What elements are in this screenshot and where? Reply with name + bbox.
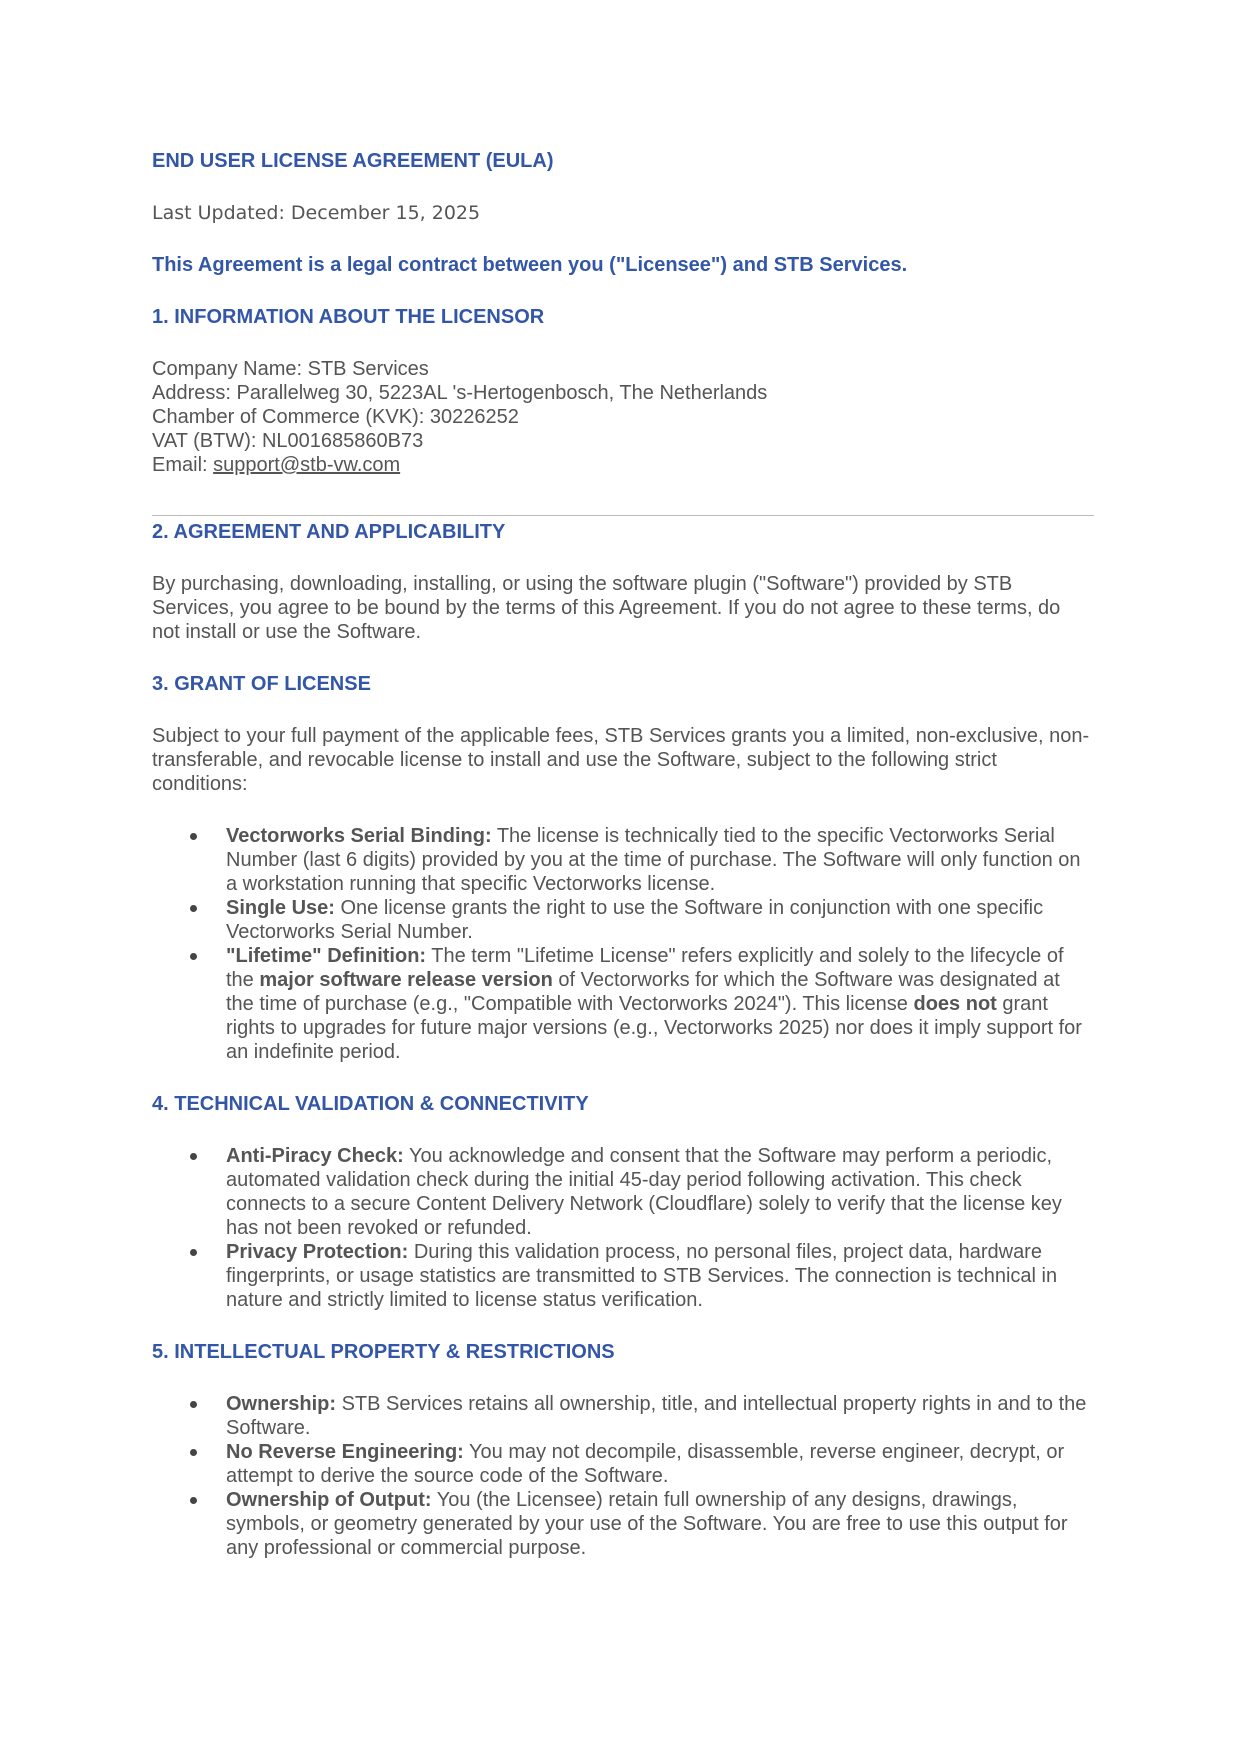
list-item xyxy=(152,1144,1092,1240)
company-name: Company Name: STB Services xyxy=(152,358,429,380)
item-label: Vectorworks Serial Binding: xyxy=(226,825,492,847)
last-updated-date: Last Updated: December 15, 2025 xyxy=(152,202,481,224)
ip-restrictions-list xyxy=(152,1392,1092,1560)
item-text: You (the Licensee) retain full ownership of any designs, drawings, symbols, or geometry generated by your use of the Software. You are free to use this output for any professional or commercial purpose. xyxy=(226,1489,1068,1559)
bullet-icon xyxy=(190,905,197,912)
item-label: Ownership: xyxy=(226,1393,337,1415)
item-text: grant rights to upgrades for future major versions (e.g., Vectorworks 2025) nor does it imply support for an indefinite period. xyxy=(226,993,1082,1063)
section-divider xyxy=(152,515,1094,516)
list-item xyxy=(152,1488,1092,1560)
document-page xyxy=(152,149,1092,1560)
licensor-info xyxy=(152,357,1092,477)
section-5-heading: 5. INTELLECTUAL PROPERTY & RESTRICTIONS xyxy=(152,1341,615,1363)
bullet-icon xyxy=(190,833,197,840)
company-address: Address: Parallelweg 30, 5223AL 's-Hertogenbosch, The Netherlands xyxy=(152,382,768,404)
item-label: No Reverse Engineering: xyxy=(226,1441,464,1463)
email-label: Email: xyxy=(152,454,214,476)
list-item xyxy=(152,1440,1092,1488)
item-text: The license is technically tied to the specific Vectorworks Serial Number (last 6 digits) provided by you at the time of purchase. The Software will only function on a workstation running that specific Vectorworks license. xyxy=(226,825,1081,895)
item-label: Privacy Protection: xyxy=(226,1241,409,1263)
item-text: of Vectorworks for which the Software was designated at the time of purchase (e.g., "Compatible with Vectorworks 2024"). This license xyxy=(226,969,1060,1015)
item-label: Anti-Piracy Check: xyxy=(226,1145,404,1167)
item-text: You may not decompile, disassemble, reverse engineer, decrypt, or attempt to derive the source code of the Software. xyxy=(226,1441,1065,1487)
section-3-heading: 3. GRANT OF LICENSE xyxy=(152,673,371,695)
document-title: END USER LICENSE AGREEMENT (EULA) xyxy=(152,150,554,172)
bullet-icon xyxy=(190,1401,197,1408)
item-text: You acknowledge and consent that the Software may perform a periodic, automated validation check during the initial 45-day period following activation. This check connects to a secure Content Delivery Network (Cloudflare) solely to verify that the license key has not been revoked or refunded. xyxy=(226,1145,1062,1239)
item-emphasis: major software release version xyxy=(259,969,553,991)
item-label: Ownership of Output: xyxy=(226,1489,432,1511)
email-line xyxy=(152,453,1092,477)
item-text: The term "Lifetime License" refers explicitly and solely to the lifecycle of the xyxy=(226,945,1064,991)
bullet-icon xyxy=(190,1153,197,1160)
item-text: During this validation process, no personal files, project data, hardware fingerprints, or usage statistics are transmitted to STB Services. The connection is technical in nature and strictly limited to license status verification. xyxy=(226,1241,1058,1311)
list-item xyxy=(152,944,1092,1064)
section-2-text: By purchasing, downloading, installing, or using the software plugin ("Software") provided by STB Services, you agree to be bound by the terms of this Agreement. If you do not agree to these terms, do not install or use the Software. xyxy=(152,573,1061,643)
bullet-icon xyxy=(190,1497,197,1504)
section-3-text: Subject to your full payment of the applicable fees, STB Services grants you a limited, non-exclusive, non-transferable, and revocable license to install and use the Software, subject to the following strict conditions: xyxy=(152,725,1090,795)
bullet-icon xyxy=(190,953,197,960)
vat-number: VAT (BTW): NL001685860B73 xyxy=(152,430,424,452)
item-text: STB Services retains all ownership, title, and intellectual property rights in and to the Software. xyxy=(226,1393,1087,1439)
list-item xyxy=(152,1240,1092,1312)
list-item xyxy=(152,1392,1092,1440)
item-text: One license grants the right to use the Software in conjunction with one specific Vectorworks Serial Number. xyxy=(226,897,1044,943)
section-1-heading: 1. INFORMATION ABOUT THE LICENSOR xyxy=(152,306,545,328)
license-conditions-list xyxy=(152,824,1092,1064)
list-item xyxy=(152,896,1092,944)
email-link[interactable]: support@stb-vw.com xyxy=(213,454,401,476)
list-item xyxy=(152,824,1092,896)
intro-statement: This Agreement is a legal contract between you ("Licensee") and STB Services. xyxy=(152,254,908,276)
section-4-heading: 4. TECHNICAL VALIDATION & CONNECTIVITY xyxy=(152,1093,589,1115)
section-2-heading: 2. AGREEMENT AND APPLICABILITY xyxy=(152,521,506,543)
chamber-of-commerce: Chamber of Commerce (KVK): 30226252 xyxy=(152,406,519,428)
item-label: "Lifetime" Definition: xyxy=(226,945,427,967)
item-label: Single Use: xyxy=(226,897,335,919)
validation-list xyxy=(152,1144,1092,1312)
bullet-icon xyxy=(190,1449,197,1456)
bullet-icon xyxy=(190,1249,197,1256)
item-emphasis: does not xyxy=(913,993,997,1015)
